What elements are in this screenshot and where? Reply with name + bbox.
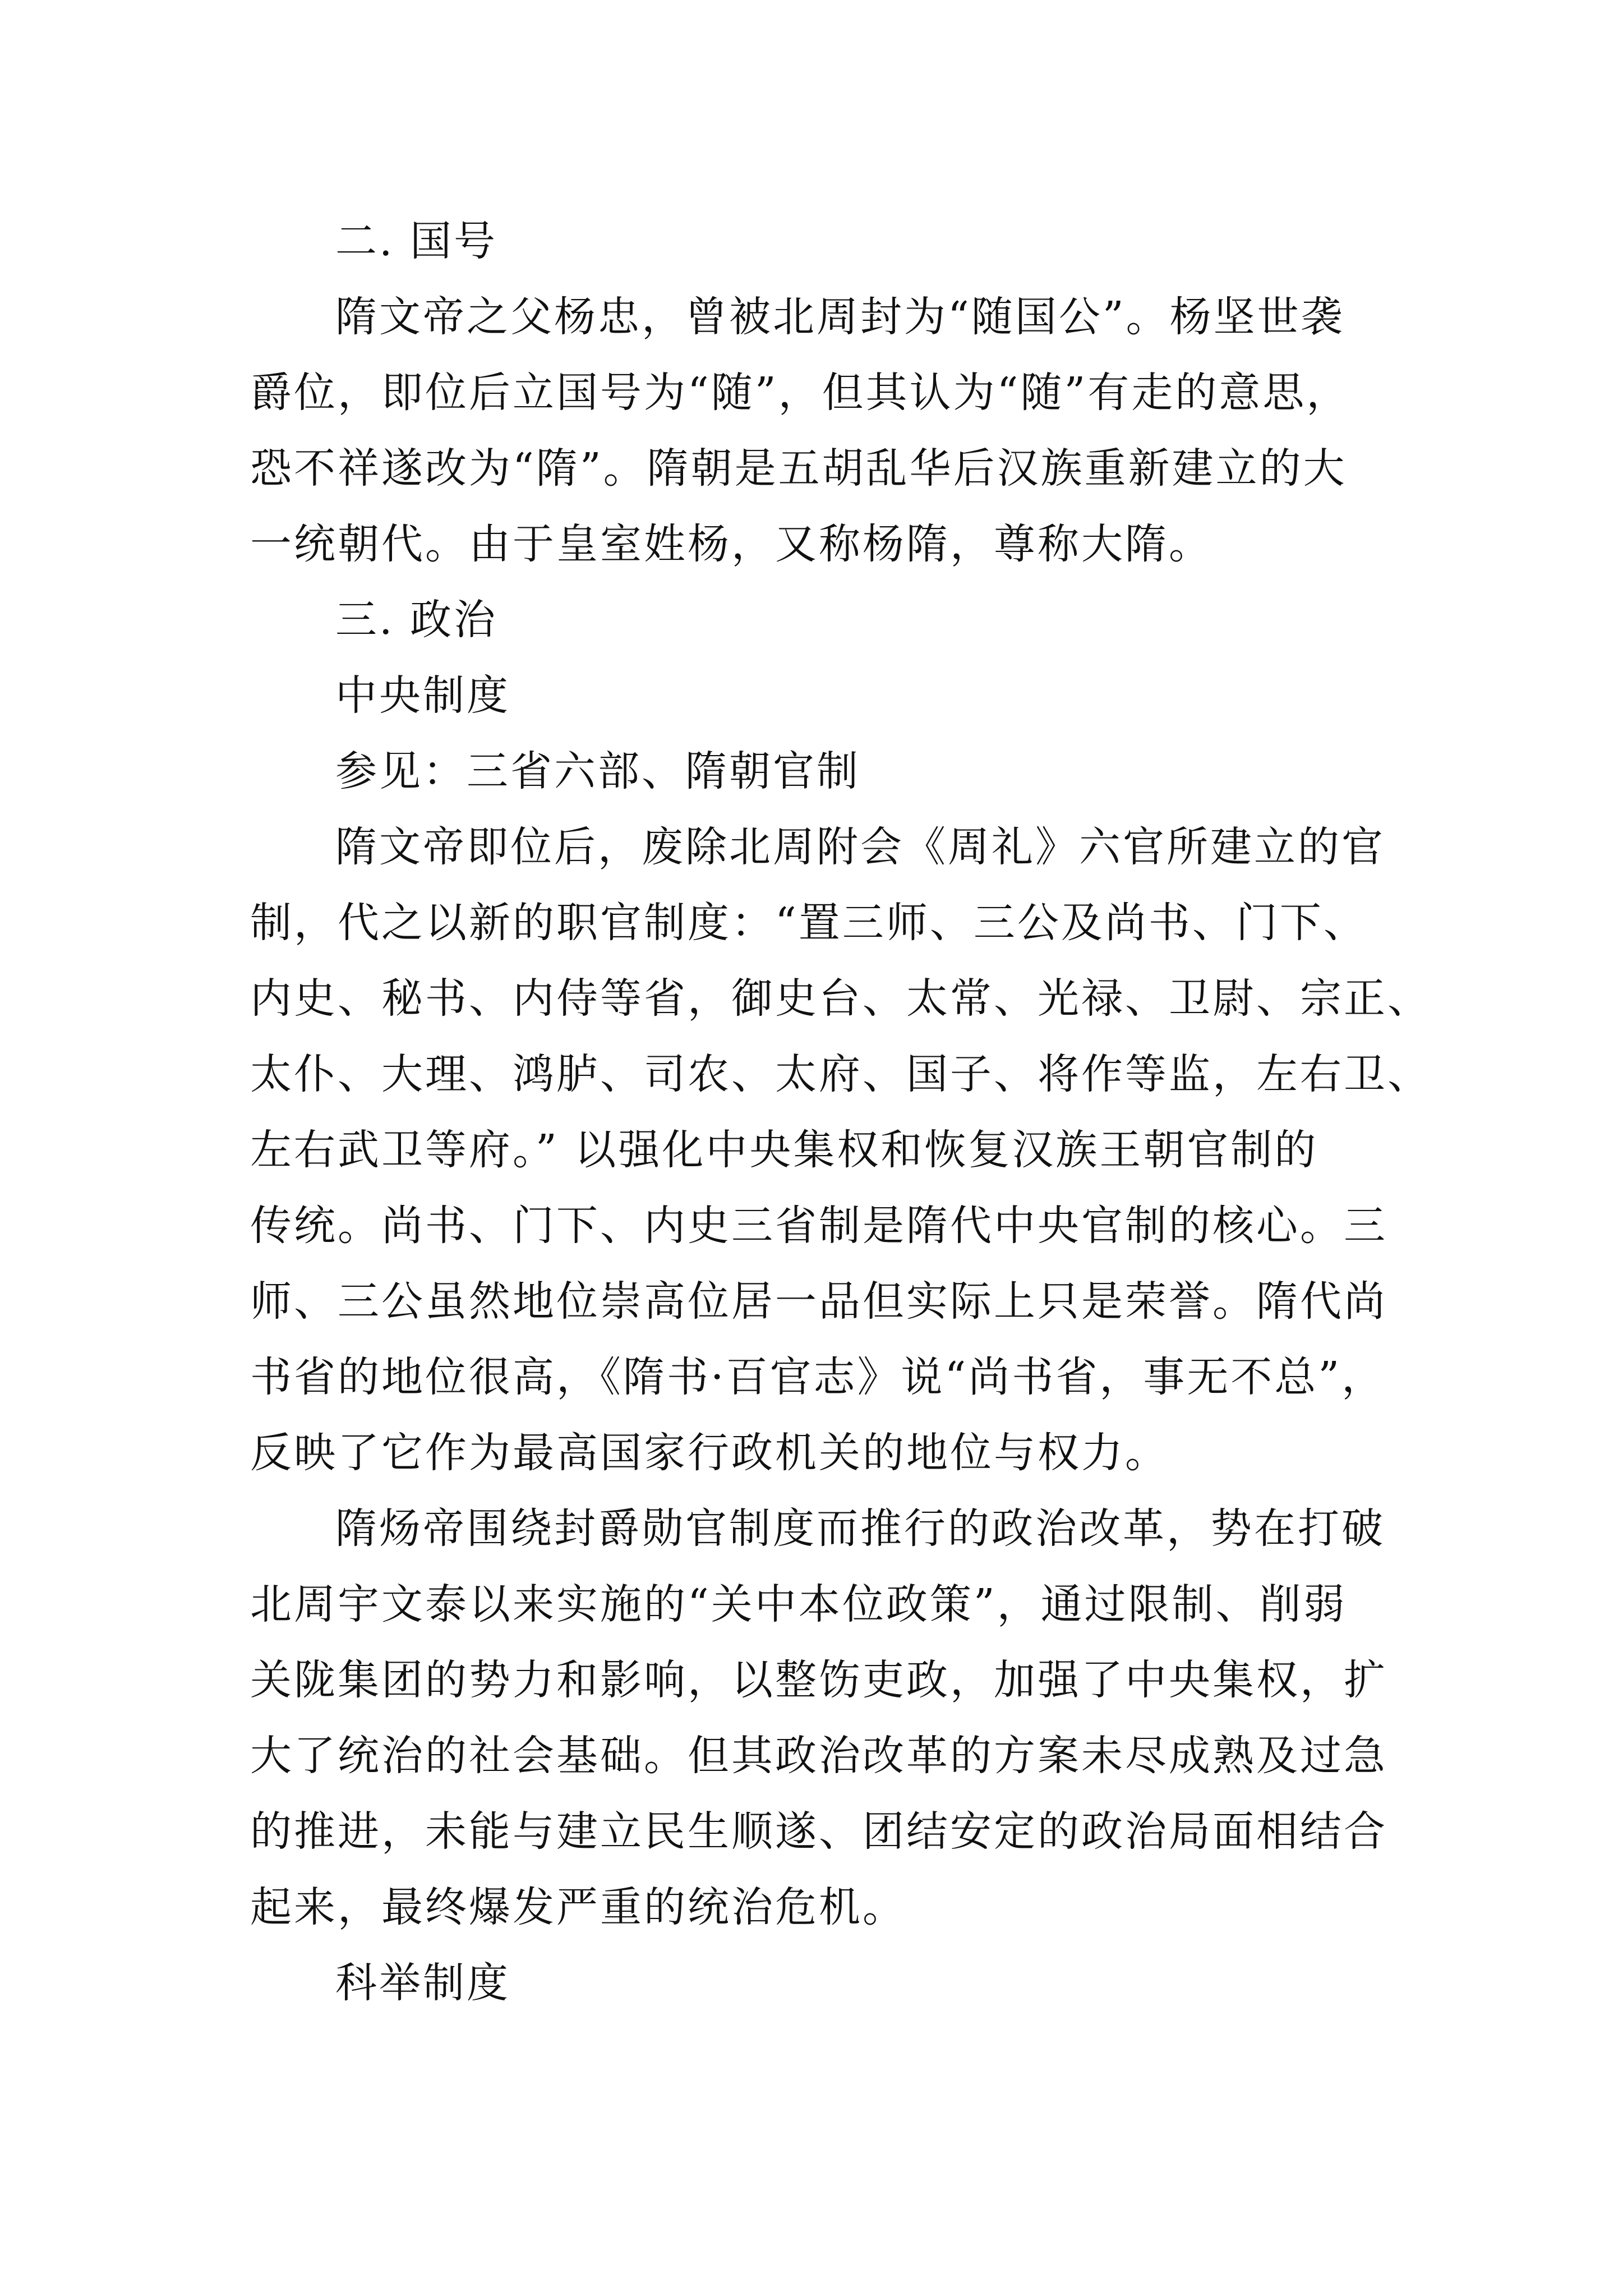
paragraph-line: 的推进，未能与建立民生顺遂、团结安定的政治局面相结合 [250, 1807, 1387, 1856]
see-also-line: 参见：三省六部、隋朝官制 [335, 747, 860, 795]
paragraph-line: 制，代之以新的职官制度：“置三师、三公及尚书、门下、 [250, 899, 1367, 947]
paragraph-line: 隋炀帝围绕封爵勋官制度而推行的政治改革，势在打破 [335, 1504, 1385, 1553]
paragraph-line: 反映了它作为最高国家行政机关的地位与权力。 [250, 1429, 1169, 1477]
subheading-central-system: 中央制度 [335, 671, 510, 720]
paragraph-line: 起来，最终爆发严重的统治危机。 [250, 1883, 906, 1931]
paragraph-line: 左右武卫等府。” 以强化中央集权和恢复汉族王朝官制的 [250, 1126, 1318, 1174]
section-heading-guohao: 二. 国号 [335, 217, 498, 265]
paragraph-line: 师、三公虽然地位崇高位居一品但实际上只是荣誉。隋代尚 [250, 1277, 1387, 1326]
paragraph-line: 一统朝代。由于皇室姓杨，又称杨隋，尊称大隋。 [250, 520, 1212, 568]
paragraph-line: 隋文帝即位后，废除北周附会《周礼》六官所建立的官 [335, 823, 1385, 871]
paragraph-line: 太仆、大理、鸿胪、司农、太府、国子、将作等监，左右卫、 [250, 1050, 1431, 1098]
paragraph-line: 书省的地位很高，《隋书·百官志》说“尚书省，事无不总”， [250, 1353, 1386, 1401]
paragraph-line: 北周宇文泰以来实施的“关中本位政策”，通过限制、削弱 [250, 1580, 1347, 1628]
paragraph-line: 大了统治的社会基础。但其政治改革的方案未尽成熟及过急 [250, 1732, 1387, 1780]
paragraph-line: 内史、秘书、内侍等省，御史台、太常、光禄、卫尉、宗正、 [250, 974, 1431, 1023]
section-heading-zhengzhi: 三. 政治 [335, 596, 498, 644]
paragraph-line: 恐不祥遂改为“隋”。隋朝是五胡乱华后汉族重新建立的大 [250, 444, 1347, 493]
subheading-keju: 科举制度 [335, 1959, 510, 2007]
paragraph-line: 关陇集团的势力和影响，以整饬吏政，加强了中央集权，扩 [250, 1656, 1387, 1704]
paragraph-line: 传统。尚书、门下、内史三省制是隋代中央官制的核心。三 [250, 1202, 1387, 1250]
paragraph-line: 爵位，即位后立国号为“随”，但其认为“随”有走的意思， [250, 369, 1350, 417]
paragraph-line: 隋文帝之父杨忠，曾被北周封为“随国公”。杨坚世袭 [335, 293, 1345, 341]
